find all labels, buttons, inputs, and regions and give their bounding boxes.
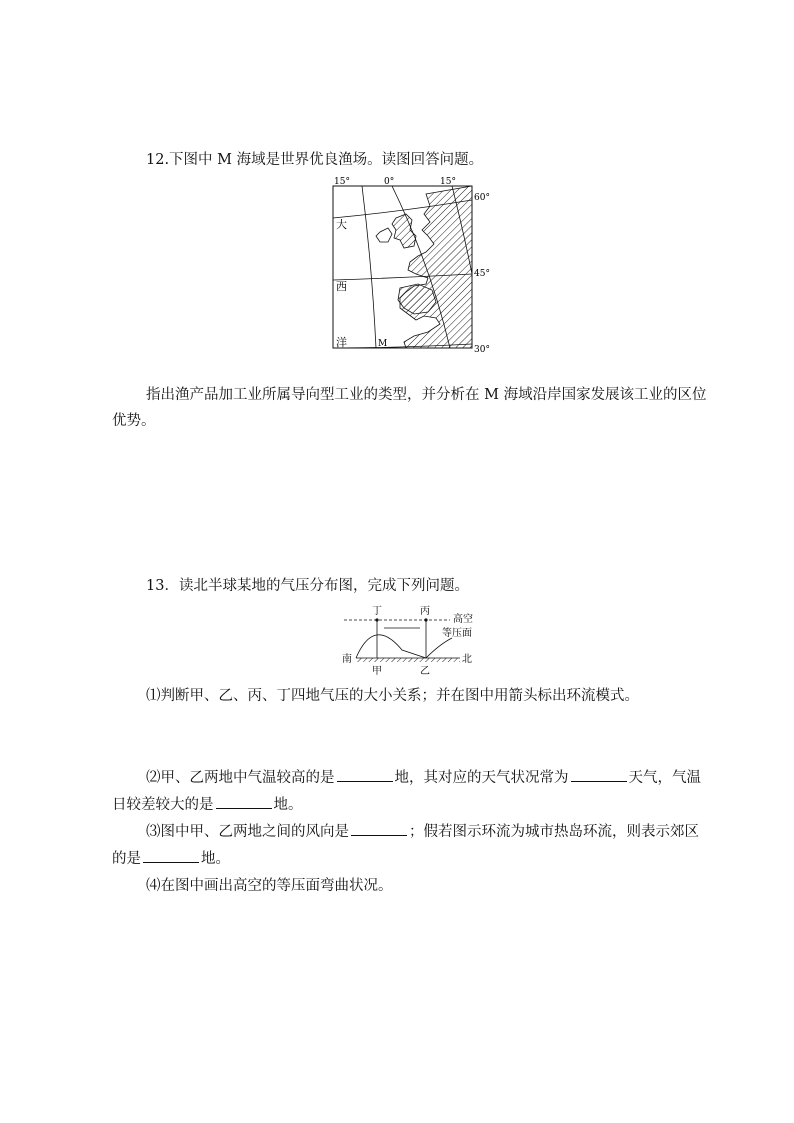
label-bing: 丙 — [420, 606, 430, 617]
label-south: 南 — [342, 654, 352, 665]
q13-part2-line2-text-a: 日较差较大的是 — [112, 797, 214, 813]
map-lon-label-west: 15° — [334, 177, 350, 187]
q13-pressure-diagram — [340, 600, 480, 676]
label-high-altitude: 高空 — [453, 614, 473, 625]
label-jia: 甲 — [372, 666, 382, 676]
q13-title: 13．读北半球某地的气压分布图，完成下列问题。 — [146, 578, 469, 594]
q13-part2-text-c: 天气，气温 — [628, 770, 701, 786]
map-ocean-char-xi: 西 — [336, 280, 347, 293]
answer-blank-diurnal-range[interactable] — [216, 794, 272, 809]
q13-part2-line2 — [112, 794, 303, 815]
q12-map — [318, 174, 498, 356]
answer-blank-suburb[interactable] — [143, 848, 199, 863]
q13-part1: ⑴判断甲、乙、丙、丁四地气压的大小关系；并在图中用箭头标出环流模式。 — [146, 688, 639, 704]
q13-part2-line2-text-b: 地。 — [273, 797, 303, 813]
q13-part3-line2-text-b: 地。 — [201, 851, 230, 867]
ground-hatch — [356, 658, 460, 662]
label-isobaric-surface: 等压面 — [442, 628, 472, 639]
q13-part2-text-b: 地，其对应的天气状况常为 — [394, 770, 569, 786]
q13-part3-text-a: ⑶图中甲、乙两地之间的风向是 — [146, 824, 349, 840]
map-lat-label-60: 60° — [474, 193, 490, 203]
map-point-m: M — [378, 339, 388, 349]
answer-blank-wind-direction[interactable] — [351, 821, 407, 836]
map-lat-label-30: 30° — [474, 345, 490, 355]
q12-body-line1: 指出渔产品加工业所属导向型工业的类型，并分析在 M 海域沿岸国家发展该工业的区位 — [146, 387, 707, 403]
q13-part3-text-b: ；假若图示环流为城市热岛环流，则表示郊区 — [409, 824, 699, 840]
label-north: 北 — [462, 654, 472, 665]
map-lon-label-prime: 0° — [384, 177, 395, 187]
q12-body-line2: 优势。 — [112, 413, 156, 429]
label-yi: 乙 — [420, 666, 430, 676]
q13-part3-line2-text-a: 的是 — [112, 851, 141, 867]
q13-part2-text-a: ⑵甲、乙两地中气温较高的是 — [146, 770, 335, 786]
map-ocean-char-yang: 洋 — [336, 336, 347, 349]
q13-part4: ⑷在图中画出高空的等压面弯曲状况。 — [146, 878, 393, 894]
map-ocean-char-da: 大 — [336, 218, 347, 231]
label-ding: 丁 — [372, 606, 382, 617]
map-lon-label-east: 15° — [440, 177, 456, 187]
q13-part2-line1 — [146, 767, 701, 788]
q13-part3-line1 — [146, 821, 699, 842]
q12-title: 12.下图中 M 海域是世界优良渔场。读图回答问题。 — [146, 152, 484, 168]
answer-blank-warmer-place[interactable] — [337, 767, 393, 782]
isobar-curve — [356, 635, 452, 658]
answer-blank-weather[interactable] — [571, 767, 627, 782]
q13-part3-line2 — [112, 848, 230, 869]
map-lat-label-45: 45° — [474, 269, 490, 279]
